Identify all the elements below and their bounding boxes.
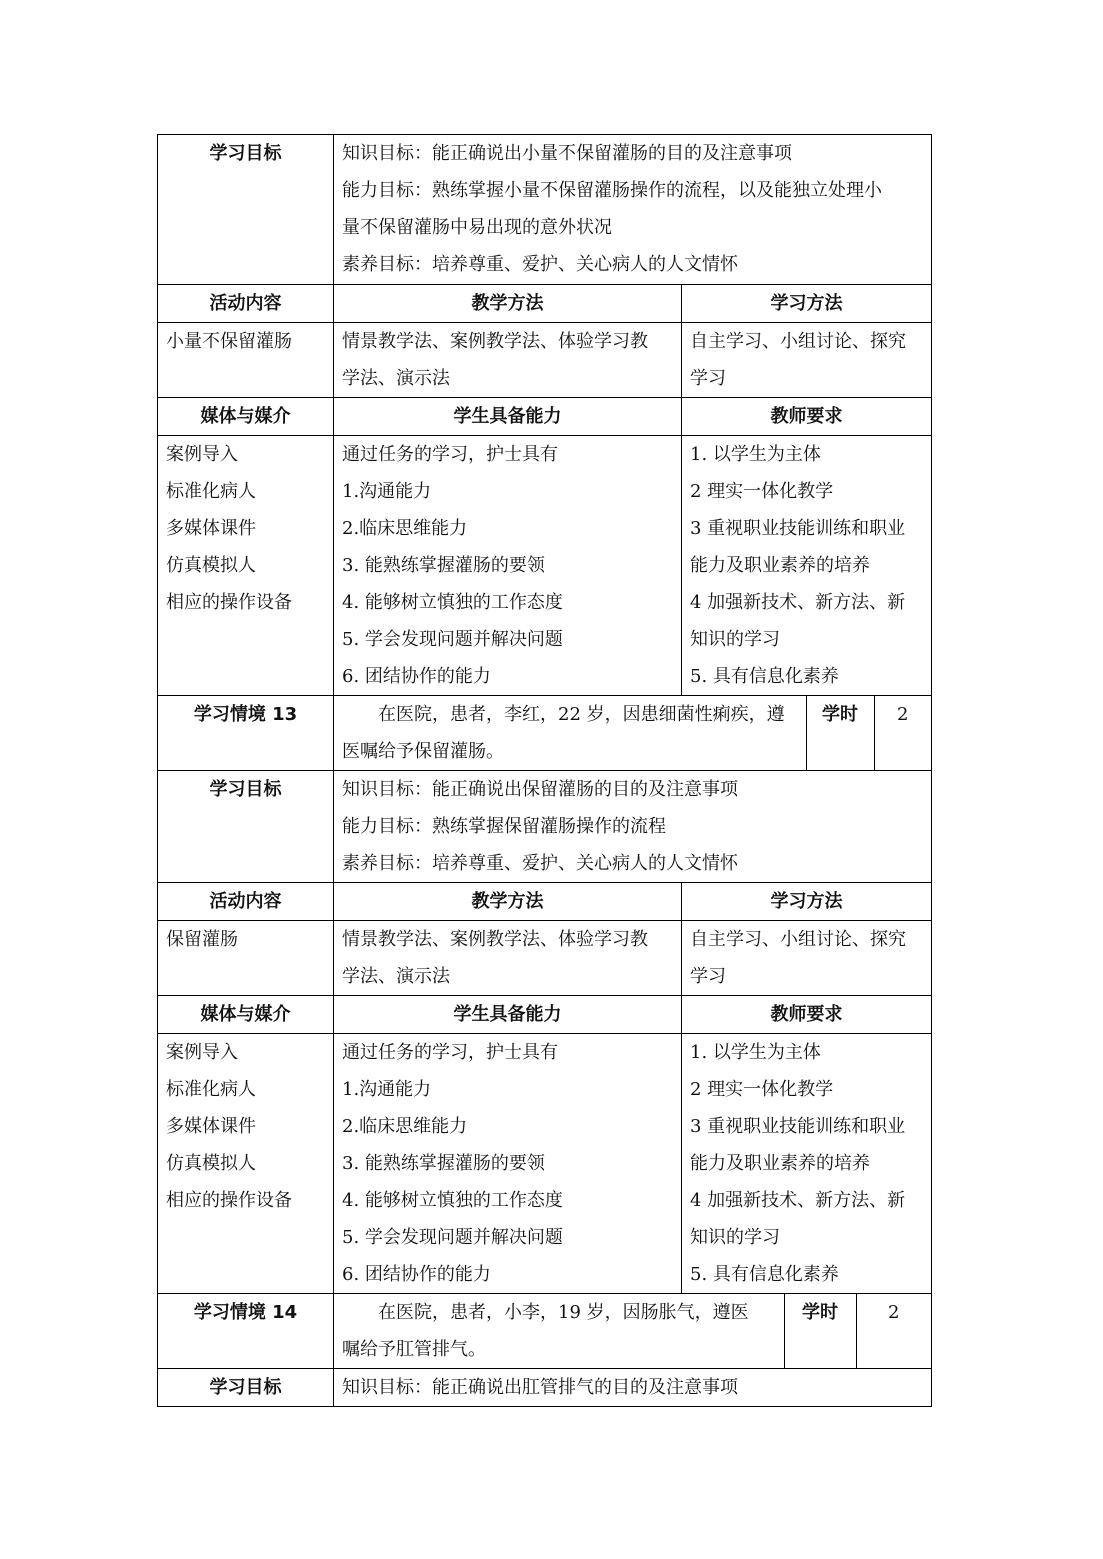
teacher-item: 2 理实一体化教学: [690, 1079, 834, 1100]
goal-line: 能力目标：熟练掌握保留灌肠操作的流程: [342, 816, 666, 837]
teacher-item: 1. 以学生为主体: [690, 1042, 821, 1063]
goal-content: [334, 771, 932, 883]
learning-method-line: 自主学习、小组讨论、探究: [690, 929, 906, 950]
header-row: [158, 398, 932, 436]
media-item: 案例导入: [166, 1042, 238, 1063]
teacher-item: 知识的学习: [690, 1227, 780, 1248]
media-item: 多媒体课件: [166, 518, 256, 539]
goal-line: 素养目标：培养尊重、爱护、关心病人的人文情怀: [342, 254, 738, 275]
teacher-cell: [682, 1034, 932, 1294]
media-item: 标准化病人: [166, 1079, 256, 1100]
abilities-header: 学生具备能力: [334, 996, 682, 1034]
media-item: 仿真模拟人: [166, 555, 256, 576]
teacher-item: 5. 具有信息化素养: [690, 666, 839, 687]
learning-method-cell: [682, 921, 932, 996]
teaching-method-line: 情景教学法、案例教学法、体验学习教: [342, 331, 648, 352]
media-cell: [158, 436, 334, 696]
ability-item: 2.临床思维能力: [342, 1116, 468, 1137]
goal-row: [158, 135, 932, 285]
teaching-method-cell: [334, 323, 682, 398]
goal-row: [158, 771, 932, 883]
activity-cell: [158, 921, 334, 996]
goal-header: 学习目标: [158, 135, 334, 285]
goal-content: [334, 135, 932, 285]
scene-row: [158, 1294, 932, 1369]
ability-item: 3. 能熟练掌握灌肠的要领: [342, 555, 545, 576]
teacher-item: 4 加强新技术、新方法、新: [690, 592, 906, 613]
teacher-item: 4 加强新技术、新方法、新: [690, 1190, 906, 1211]
teacher-item: 能力及职业素养的培养: [690, 1153, 870, 1174]
teaching-method-cell: [334, 921, 682, 996]
scene-row: [158, 696, 932, 771]
header-row: [158, 996, 932, 1034]
teacher-item: 知识的学习: [690, 629, 780, 650]
ability-item: 2.临床思维能力: [342, 518, 468, 539]
ability-item: 5. 学会发现问题并解决问题: [342, 629, 563, 650]
goal-line: 素养目标：培养尊重、爱护、关心病人的人文情怀: [342, 853, 738, 874]
ability-item: 通过任务的学习，护士具有: [342, 1042, 558, 1063]
lesson-plan-page: [157, 134, 931, 1407]
media-item: 标准化病人: [166, 481, 256, 502]
learning-method-line: 自主学习、小组讨论、探究: [690, 331, 906, 352]
goal-content: [334, 1369, 932, 1407]
activity-header: 活动内容: [158, 285, 334, 323]
learning-method-line: 学习: [690, 966, 726, 987]
ability-item: 3. 能熟练掌握灌肠的要领: [342, 1153, 545, 1174]
scene-line: 在医院，患者，小李，19 岁，因肠胀气，遵医: [378, 1302, 749, 1323]
hours-label: 学时: [784, 1294, 856, 1368]
hours-value: 2: [856, 1294, 931, 1368]
media-item: 案例导入: [166, 444, 238, 465]
teaching-method-line: 情景教学法、案例教学法、体验学习教: [342, 929, 648, 950]
ability-item: 1.沟通能力: [342, 1079, 432, 1100]
detail-row: [158, 436, 932, 696]
teacher-item: 3 重视职业技能训练和职业: [690, 518, 906, 539]
scene-inner: [334, 696, 931, 770]
header-row: [158, 285, 932, 323]
hours-value: 2: [874, 696, 931, 770]
abilities-cell: [334, 1034, 682, 1294]
media-item: 相应的操作设备: [166, 592, 292, 613]
teacher-header: 教师要求: [682, 996, 932, 1034]
header-row: [158, 883, 932, 921]
media-cell: [158, 1034, 334, 1294]
teacher-header: 教师要求: [682, 398, 932, 436]
teaching-method-header: 教学方法: [334, 285, 682, 323]
scene-line: 在医院，患者，李红，22 岁，因患细菌性痢疾，遵: [378, 704, 785, 725]
hours-label: 学时: [806, 696, 874, 770]
scene-line: 医嘱给予保留灌肠。: [342, 741, 504, 762]
media-item: 多媒体课件: [166, 1116, 256, 1137]
ability-item: 1.沟通能力: [342, 481, 432, 502]
teacher-item: 3 重视职业技能训练和职业: [690, 1116, 906, 1137]
learning-method-header: 学习方法: [682, 285, 932, 323]
scene-label: 学习情境 14: [158, 1294, 334, 1369]
media-header: 媒体与媒介: [158, 996, 334, 1034]
goal-line: 知识目标：能正确说出小量不保留灌肠的目的及注意事项: [342, 143, 792, 164]
teacher-item: 5. 具有信息化素养: [690, 1264, 839, 1285]
learning-method-cell: [682, 323, 932, 398]
teacher-item: 1. 以学生为主体: [690, 444, 821, 465]
scene-cell: [334, 1294, 932, 1369]
teaching-method-header: 教学方法: [334, 883, 682, 921]
teaching-method-line: 学法、演示法: [342, 966, 450, 987]
detail-row: [158, 1034, 932, 1294]
ability-item: 4. 能够树立慎独的工作态度: [342, 1190, 563, 1211]
teacher-item: 2 理实一体化教学: [690, 481, 834, 502]
method-row: [158, 323, 932, 398]
activity-text: 小量不保留灌肠: [166, 331, 292, 352]
media-item: 相应的操作设备: [166, 1190, 292, 1211]
goal-line: 知识目标：能正确说出保留灌肠的目的及注意事项: [342, 779, 738, 800]
teacher-cell: [682, 436, 932, 696]
ability-item: 6. 团结协作的能力: [342, 666, 491, 687]
teacher-item: 能力及职业素养的培养: [690, 555, 870, 576]
abilities-header: 学生具备能力: [334, 398, 682, 436]
activity-header: 活动内容: [158, 883, 334, 921]
ability-item: 6. 团结协作的能力: [342, 1264, 491, 1285]
scene-description: [334, 1294, 784, 1368]
lesson-plan-table: [157, 134, 932, 1407]
method-row: [158, 921, 932, 996]
ability-item: 通过任务的学习，护士具有: [342, 444, 558, 465]
scene-cell: [334, 696, 932, 771]
goal-line: 量不保留灌肠中易出现的意外状况: [342, 217, 612, 238]
ability-item: 5. 学会发现问题并解决问题: [342, 1227, 563, 1248]
goal-header: 学习目标: [158, 771, 334, 883]
goal-row: [158, 1369, 932, 1407]
learning-method-line: 学习: [690, 368, 726, 389]
learning-method-header: 学习方法: [682, 883, 932, 921]
abilities-cell: [334, 436, 682, 696]
scene-label: 学习情境 13: [158, 696, 334, 771]
goal-header: 学习目标: [158, 1369, 334, 1407]
activity-text: 保留灌肠: [166, 929, 238, 950]
scene-description: [334, 696, 806, 770]
ability-item: 4. 能够树立慎独的工作态度: [342, 592, 563, 613]
scene-inner: [334, 1294, 931, 1368]
teaching-method-line: 学法、演示法: [342, 368, 450, 389]
goal-line: 知识目标：能正确说出肛管排气的目的及注意事项: [342, 1377, 738, 1398]
scene-line: 嘱给予肛管排气。: [342, 1339, 486, 1360]
media-item: 仿真模拟人: [166, 1153, 256, 1174]
goal-line: 能力目标：熟练掌握小量不保留灌肠操作的流程，以及能独立处理小: [342, 180, 882, 201]
media-header: 媒体与媒介: [158, 398, 334, 436]
activity-cell: [158, 323, 334, 398]
